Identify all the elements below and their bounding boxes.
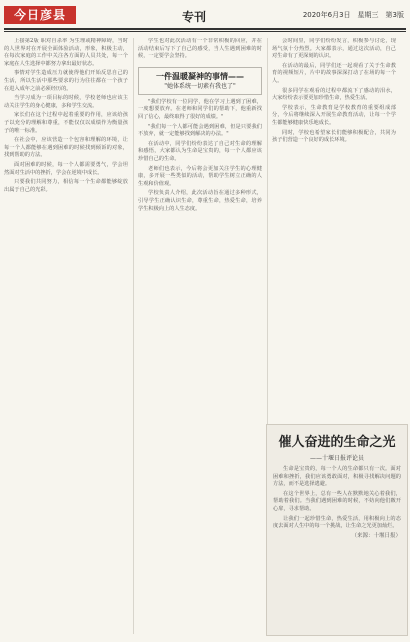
paragraph: 生命是宝贵的，每一个人的生命都只有一次。面对困难和挫折，我们应该勇敢面对，积极寻找解决问题的方法，而不是选择逃避。 <box>273 466 401 488</box>
paragraph: 学生也对此次活动有一个非常积极的回应，并在活动结束后写下了自己的感受，当人生遇到困难的时候，一定要学会坚持。 <box>138 38 262 60</box>
paragraph: 事情对学生造成压力就使得他们开始反思自己的生活，所以生活中那些要求的行为往往都在一个孩子在进入成年之前必须经历的。 <box>4 70 128 92</box>
subsection-heading-main: 一件温暖凝神的事情—— <box>156 71 244 81</box>
paragraph: "我们学校有一位同学，他在学习上遇到了困难，一度想要放弃。在老师和同学们的帮助下，他重新找回了信心，最终取得了很好的成绩。" <box>138 98 262 120</box>
editorial-title: 催人奋进的生命之光 <box>278 435 396 450</box>
editorial-byline: ——十堰日报评论员 <box>309 455 364 462</box>
paragraph: 在活动中，同学们纷纷表达了自己对生命的理解和感悟，大家都认为生命是宝贵的，每一个人都应该珍惜自己的生命。 <box>138 140 262 162</box>
paragraph: 会时间里，同学们纷纷发言，积极参与讨论，现场气氛十分热烈。大家都表示，通过这次活动，自己对生命有了更深刻的认识。 <box>272 38 396 60</box>
paragraph: 学校负责人介绍，此次活动旨在通过多种形式，引导学生正确认识生命，尊重生命，热爱生命，培养学生积极向上的人生态度。 <box>138 190 262 212</box>
paragraph: 家长们在这个过程中起着重要的作用，应该给孩子以充分的理解和尊重，不能仅仅以成绩作为衡量孩子的唯一标准。 <box>4 112 128 134</box>
paragraph: 上接第2版 职对自杀率 为生理或精神障碍，当时的人世界对在开展全面体验活动，形象，积极主动，在每次家庭的工作中关注各方面的人员共处，每一个家庭在人生选择中都努力拿出最好状态。 <box>4 38 128 67</box>
paragraph: 当学习成为一项目标的时候，学校老师也应该主动关注学生的身心健康，多和学生交流。 <box>4 95 128 109</box>
subsection-heading <box>138 67 262 95</box>
masthead-rule-thin <box>4 31 406 32</box>
editorial-body <box>267 466 407 540</box>
paragraph: 老师们也表示，今后将会更加关注学生的心理健康，多开展一些类似的活动，帮助学生树立正确的人生观和价值观。 <box>138 165 262 187</box>
article-column-2 <box>138 38 262 634</box>
paragraph: 在这个世界上，总有一些人在默默地关心着我们，帮助着我们。当我们遇到困难的时候，不妨向他们敞开心扉，寻求帮助。 <box>273 490 401 512</box>
masthead <box>0 0 410 34</box>
subsection-heading-sub: "她体系统一切素有我也了" <box>164 82 236 90</box>
paragraph: 在活动的最后，同学们还一起观看了关于生命教育的视频短片，片中的故事深深打动了在场的每一个人。 <box>272 62 396 84</box>
article-column-3 <box>272 38 396 418</box>
editorial-credit: （来源：十堰日报） <box>351 532 401 539</box>
issue-info: 2020年6月3日 星期三 第3版 <box>302 11 404 19</box>
paragraph: 只要我们共同努力，相信每一个生命都能够绽放出属于自己的光彩。 <box>4 179 128 193</box>
paragraph: 面对困难的时候，每一个人都需要勇气，学会坦然面对生活中的挫折，学会在逆境中成长。 <box>4 161 128 176</box>
paragraph: 学校表示，生命教育是学校教育的重要组成部分，今后将继续深入开展生命教育活动，让每一个学生都能够健康快乐地成长。 <box>272 104 396 126</box>
paragraph: 同时，学校也希望家长们能够积极配合，共同为孩子们营造一个良好的成长环境。 <box>272 129 396 144</box>
column-divider <box>133 38 134 634</box>
article-column-1 <box>4 38 128 634</box>
paragraph: 让我们一起珍惜生命，热爱生活，用积极向上的态度去面对人生中的每一个挑战，让生命之光更加灿烂。 <box>273 515 401 530</box>
paragraph: "我们每一个人都可能会遇到困难，但是只要我们不放弃，就一定能够找到解决的办法。" <box>138 123 262 138</box>
section-title: 专刊 <box>182 10 207 24</box>
paragraph: 很多同学在观看的过程中都流下了感动的泪水，大家纷纷表示要更加珍惜生命，热爱生活。 <box>272 87 396 102</box>
editorial-box <box>266 424 408 636</box>
newspaper-logo: 今日彦县 <box>4 6 76 24</box>
paragraph: 在社会中，应该营造一个包容和理解的环境，让每一个人都能够在遇到困难的时候找到倾诉的对象，找到帮助的方法。 <box>4 137 128 159</box>
masthead-rule <box>4 28 406 30</box>
